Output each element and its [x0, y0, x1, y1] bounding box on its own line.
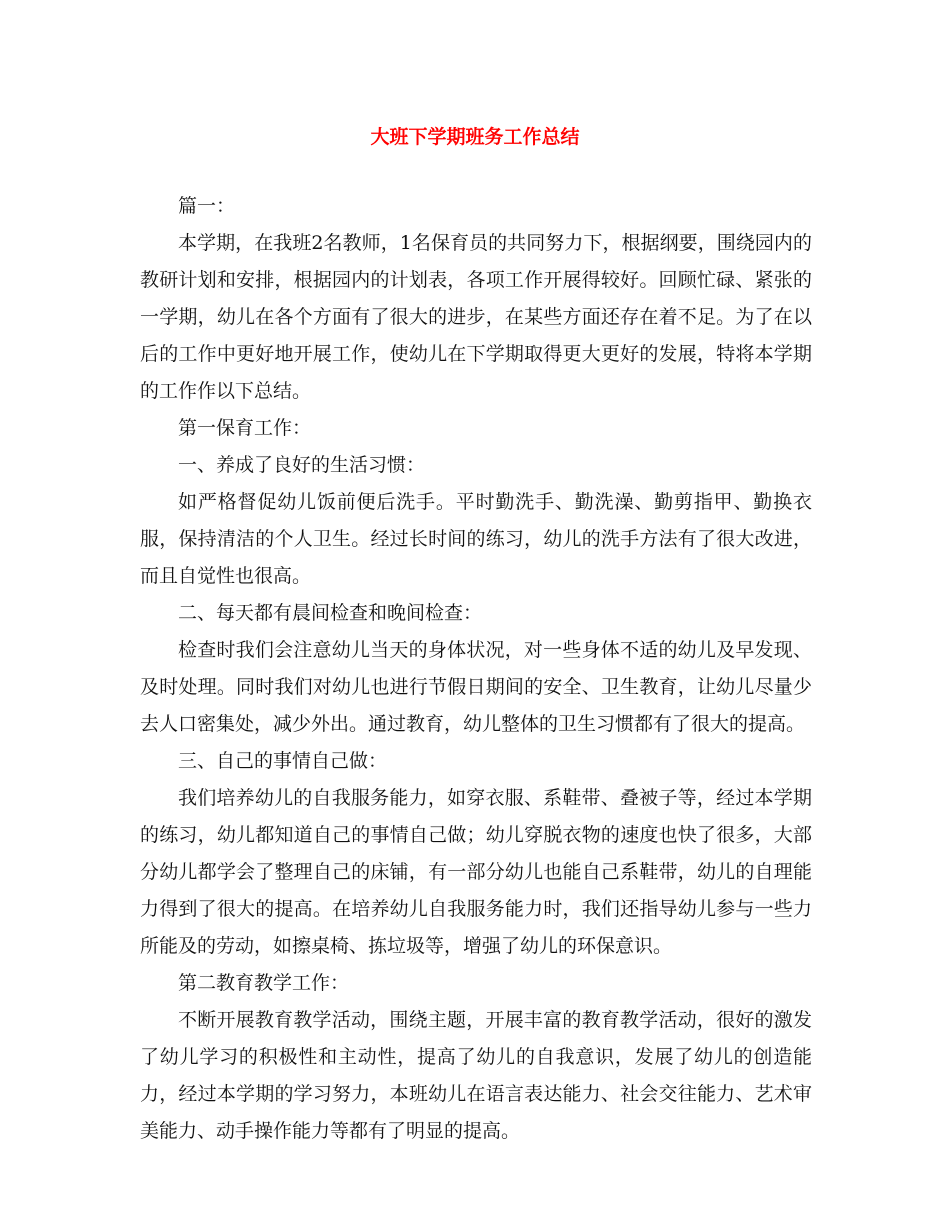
- subheading-daily-checks: 二、每天都有晨间检查和晚间检查：: [178, 602, 483, 624]
- document-body: [140, 188, 812, 1150]
- subheading-self-service: 三、自己的事情自己做：: [178, 750, 388, 772]
- paragraph-daily-checks: 检查时我们会注意幼儿当天的身体状况，对一些身体不适的幼儿及早发现、及时处理。同时我们对幼儿也进行节假日期间的安全、卫生教育，让幼儿尽量少去人口密集处，减少外出。通过教育，幼儿整体的卫生习惯都有了很大的提高。: [140, 639, 812, 735]
- paragraph-teaching-work: 不断开展教育教学活动，围绕主题，开展丰富的教育教学活动，很好的激发了幼儿学习的积极性和主动性，提高了幼儿的自我意识，发展了幼儿的创造能力，经过本学期的学习努力，本班幼儿在语言表达能力、社会交往能力、艺术审美能力、动手操作能力等都有了明显的提高。: [140, 1009, 812, 1142]
- intro-paragraph: 本学期，在我班2名教师，1名保育员的共同努力下，根据纲要，围绕园内的教研计划和安排，根据园内的计划表，各项工作开展得较好。回顾忙碌、紧张的一学期，幼儿在各个方面有了很大的进步，在某些方面还存在着不足。为了在以后的工作中更好地开展工作，使幼儿在下学期取得更大更好的发展，特将本学期的工作作以下总结。: [140, 232, 812, 402]
- paragraph-self-service: 我们培养幼儿的自我服务能力，如穿衣服、系鞋带、叠被子等，经过本学期的练习，幼儿都知道自己的事情自己做；幼儿穿脱衣物的速度也快了很多，大部分幼儿都学会了整理自己的床铺，有一部分幼儿也能自己系鞋带，幼儿的自理能力得到了很大的提高。在培养幼儿自我服务能力时，我们还指导幼儿参与一些力所能及的劳动，如擦桌椅、拣垃圾等，增强了幼儿的环保意识。: [140, 787, 812, 957]
- document-title: 大班下学期班务工作总结: [370, 126, 580, 148]
- section-heading-care-work: 第一保育工作：: [178, 417, 312, 439]
- section-heading-part-one: 篇一：: [178, 195, 236, 217]
- subheading-living-habits: 一、养成了良好的生活习惯：: [178, 454, 426, 476]
- paragraph-living-habits: 如严格督促幼儿饭前便后洗手。平时勤洗手、勤洗澡、勤剪指甲、勤换衣服，保持清洁的个人卫生。经过长时间的练习，幼儿的洗手方法有了很大改进，而且自觉性也很高。: [140, 491, 812, 587]
- section-heading-teaching-work: 第二教育教学工作：: [178, 972, 350, 994]
